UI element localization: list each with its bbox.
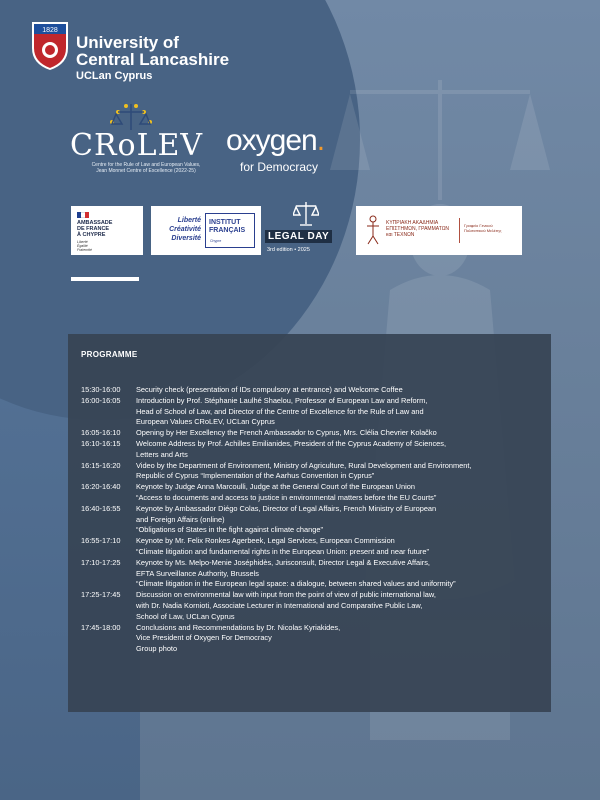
legal-day-scales-icon — [293, 200, 319, 228]
programme-item-time: 16:05-16:10 — [81, 428, 121, 438]
programme-item — [81, 385, 543, 396]
programme-item — [81, 439, 543, 461]
programme-item-line: Head of School of Law, and Director of the Centre of Excellence for the Rule of Law and — [136, 406, 424, 416]
programme-item — [81, 482, 543, 504]
programme-item-description — [136, 623, 543, 655]
institut-francais-logo — [151, 206, 261, 255]
legal-day-logo — [265, 200, 345, 258]
programme-item-line: Introduction by Prof. Stéphanie Laulhé Shaelou, Professor of European Law and Reform, — [136, 395, 428, 405]
oxygen-subtitle: for Democracy — [240, 160, 319, 174]
university-name-line1: University of — [76, 33, 179, 52]
institut-motto-line1: Liberté — [177, 217, 201, 224]
programme-item — [81, 504, 543, 536]
academy-name-line1: ΚΥΠΡΙΑΚΗ ΑΚΑΔΗΜΙΑ — [386, 220, 439, 226]
ambassade-name — [77, 220, 112, 238]
crolev-subtitle — [66, 162, 226, 174]
programme-item-time: 16:00-16:05 — [81, 395, 121, 405]
university-name-line2: Central Lancashire — [76, 50, 230, 69]
programme-panel — [68, 334, 551, 712]
programme-item-line: “Climate litigation in the European legal space: a dialogue, between shared values and uniformity” — [136, 579, 456, 589]
programme-item — [81, 623, 543, 655]
programme-item-line: Security check (presentation of IDs compulsory at entrance) and Welcome Coffee — [136, 385, 403, 394]
programme-item-description — [136, 428, 543, 439]
institut-name-box — [205, 213, 255, 248]
programme-item-time: 15:30-16:00 — [81, 385, 121, 394]
programme-item-description — [136, 558, 543, 590]
programme-item-line: Letters and Arts — [136, 449, 188, 459]
programme-item-description — [136, 504, 543, 536]
programme-item-description — [136, 396, 543, 428]
cyprus-academy-logo — [356, 206, 522, 255]
programme-item-line: Republic of Cyprus “Implementation of the Aarhus Convention in Cyprus” — [136, 471, 375, 481]
ambassade-name-line3: À CHYPRE — [77, 232, 106, 238]
programme-item — [81, 461, 543, 483]
programme-title: PROGRAMME — [81, 350, 138, 359]
academy-subtitle-line1: Γραφείο Γενικού — [464, 223, 493, 228]
crolev-name: CRoLEV — [70, 128, 204, 163]
academy-name-line3: και ΤΕΧΝΩΝ — [386, 232, 415, 238]
programme-item-time: 17:45-18:00 — [81, 622, 121, 632]
programme-item-description — [136, 385, 543, 396]
programme-item — [81, 590, 543, 622]
programme-item-time: 17:10-17:25 — [81, 557, 121, 567]
programme-item-line: Discussion on environmental law with input from the point of view of public international law, — [136, 590, 436, 600]
programme-item — [81, 536, 543, 558]
programme-item-line: “Climate litigation and fundamental rights in the European Union: present and near future” — [136, 546, 429, 556]
programme-item-description — [136, 439, 543, 461]
programme-item-time: 16:40-16:55 — [81, 503, 121, 513]
programme-item-time: 16:20-16:40 — [81, 482, 121, 492]
divider-bar — [71, 277, 139, 281]
programme-item-line: European Values CRoLEV, UCLan Cyprus — [136, 417, 275, 427]
programme-item-time: 16:10-16:15 — [81, 438, 121, 448]
programme-item-line: and Foreign Affairs (online) — [136, 514, 225, 524]
programme-item — [81, 558, 543, 590]
programme-item-line: Conclusions and Recommendations by Dr. Nicolas Kyriakides, — [136, 622, 341, 632]
institut-country: Chypre — [210, 239, 222, 243]
university-name-line3: UCLan Cyprus — [76, 70, 153, 82]
oxygen-dot: . — [316, 124, 325, 157]
crolev-subtitle-line2: Jean Monnet Centre of Excellence (2022-25) — [96, 168, 196, 174]
ambassade-france-logo — [71, 206, 143, 255]
institut-name-line1: INSTITUT — [209, 219, 241, 226]
legal-day-name: LEGAL DAY — [265, 230, 332, 243]
institut-motto-line2: Créativité — [169, 226, 201, 233]
programme-item — [81, 428, 543, 439]
programme-item-line: Welcome Address by Prof. Achilles Emilianides, President of the Cyprus Academy of Sciences, — [136, 438, 447, 448]
ambassade-name-line2: DE FRANCE — [77, 226, 110, 232]
programme-item-description — [136, 461, 543, 483]
institut-name — [209, 219, 245, 235]
programme-item-line: “Obligations of States in the fight against climate change” — [136, 525, 323, 535]
oxygen-logo — [226, 126, 324, 174]
french-flag-icon — [77, 212, 89, 218]
programme-item — [81, 396, 543, 428]
legal-day-edition: 3rd edition • 2025 — [267, 247, 310, 253]
ambassade-motto-line3: Fraternité — [77, 248, 92, 252]
programme-item-line: Video by the Department of Environment, Ministry of Agriculture, Rural Development and Environment, — [136, 460, 472, 470]
crolev-logo — [66, 100, 206, 180]
academy-name — [386, 220, 458, 238]
programme-item-line: Keynote by Judge Anna Marcoulli, Judge at the General Court of the European Union — [136, 482, 415, 492]
programme-item-line: Vice President of Oxygen For Democracy — [136, 633, 272, 643]
institut-motto-line3: Diversité — [171, 235, 201, 242]
ambassade-motto-line2: Égalité — [77, 244, 88, 248]
university-shield-icon — [30, 20, 70, 72]
university-logo — [30, 20, 229, 82]
ambassade-name-line1: AMBASSADE — [77, 220, 113, 226]
ambassade-motto — [77, 240, 92, 252]
programme-item-time: 16:15-16:20 — [81, 460, 121, 470]
institut-name-line2: FRANÇAIS — [209, 227, 246, 234]
programme-item-line: Keynote by Ambassador Diégo Colas, Director of Legal Affairs, French Ministry of European — [136, 503, 437, 513]
programme-item-description — [136, 482, 543, 504]
programme-item-line: Group photo — [136, 644, 178, 654]
programme-item-description — [136, 536, 543, 558]
academy-name-line2: ΕΠΙΣΤΗΜΩΝ, ΓΡΑΜΜΑΤΩΝ — [386, 226, 450, 232]
institut-motto — [159, 216, 201, 243]
programme-item-line: Opening by Her Excellency the French Ambassador to Cyprus, Mrs. Clélia Chevrier Kolačko — [136, 428, 437, 438]
programme-item-line: Keynote by Ms. Melpo-Menie Joséphidès, Jurisconsult, Director Legal & Executive Affairs, — [136, 557, 430, 567]
academy-divider — [459, 218, 460, 243]
programme-list — [81, 385, 543, 655]
programme-item-line: Keynote by Mr. Felix Ronkes Agerbeek, Legal Services, European Commission — [136, 536, 395, 546]
programme-item-line: EFTA Surveillance Authority, Brussels — [136, 568, 259, 578]
programme-item-line: School of Law, UCLan Cyprus — [136, 611, 235, 621]
programme-item-line: with Dr. Nadia Kornioti, Associate Lecturer in International and Comparative Public Law, — [136, 600, 423, 610]
academy-figure-icon — [364, 214, 382, 246]
programme-item-description — [136, 590, 543, 622]
programme-item-line: “Access to documents and access to justice in environmental matters before the EU Courts” — [136, 492, 437, 502]
academy-subtitle — [464, 223, 518, 233]
oxygen-name: oxygen — [226, 124, 317, 157]
programme-item-time: 16:55-17:10 — [81, 536, 121, 546]
university-year: 1828 — [42, 27, 58, 34]
programme-item-time: 17:25-17:45 — [81, 590, 121, 600]
academy-subtitle-line2: Πολιτιστικού Μελέτης — [464, 228, 502, 233]
crolev-subtitle-line1: Centre for the Rule of Law and European Values, — [91, 162, 201, 168]
ambassade-motto-line1: Liberté — [77, 240, 88, 244]
